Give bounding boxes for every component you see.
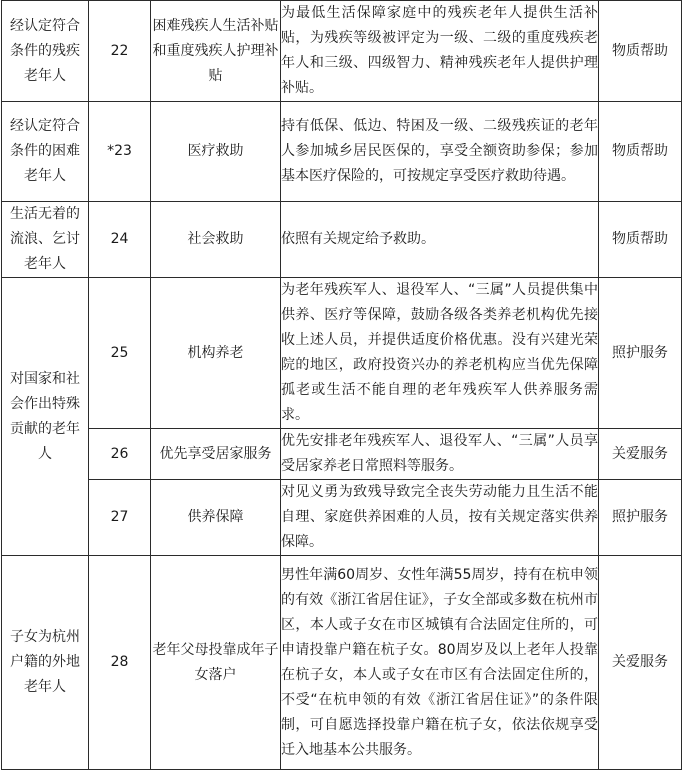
service-type: 关爱服务 [612, 445, 668, 462]
policy-table [1, 0, 682, 770]
service-type-cell [599, 480, 682, 556]
service-type-cell [599, 556, 682, 770]
service-description: 依照有关规定给予救助。 [281, 202, 599, 278]
target-group-cell [2, 556, 89, 770]
item-number: 22 [89, 1, 151, 102]
table-row [2, 1, 682, 102]
service-type: 物质帮助 [612, 143, 668, 159]
service-type-cell [599, 278, 682, 429]
service-item: 困难残疾人生活补贴和重度残疾人护理补贴 [151, 1, 281, 102]
item-number: 26 [89, 429, 151, 480]
table-row [2, 202, 682, 278]
service-type-cell [599, 202, 682, 278]
service-type: 物质帮助 [612, 231, 668, 247]
service-description: 为最低生活保障家庭中的残疾老年人提供生活补贴，为残疾等级被评定为一级、二级的重度残疾老年人和三级、四级智力、精神残疾老年人提供护理补贴。 [281, 1, 599, 102]
service-item: 优先享受居家服务 [151, 429, 281, 480]
target-group: 生活无着的流浪、乞讨老年人 [10, 206, 80, 272]
item-number: 25 [89, 278, 151, 429]
item-number: 24 [89, 202, 151, 278]
table-row [2, 278, 682, 429]
service-description: 为老年残疾军人、退役军人、“三属”人员提供集中供养、医疗等保障，鼓励各级各类养老机构优先接收上述人员，并提供适度价格优惠。没有兴建光荣院的地区，政府投资兴办的养老机构应当优先保障孤老或生活不能自理的老年残疾军人供养服务需求。 [281, 278, 599, 429]
item-number: 28 [89, 556, 151, 770]
item-number: 27 [89, 480, 151, 556]
service-item: 机构养老 [151, 278, 281, 429]
target-group: 对国家和社会作出特殊贡献的老年人 [10, 370, 80, 462]
service-description: 优先安排老年残疾军人、退役军人、“三属”人员享受居家养老日常照料等服务。 [281, 429, 599, 480]
target-group: 经认定符合条件的困难老年人 [10, 118, 80, 184]
service-item: 老年父母投靠成年子女落户 [151, 556, 281, 770]
service-type-cell [599, 102, 682, 202]
service-type: 物质帮助 [612, 42, 668, 59]
service-item: 医疗救助 [151, 102, 281, 202]
service-item: 供养保障 [151, 480, 281, 556]
service-description: 对见义勇为致残导致完全丧失劳动能力且生活不能自理、家庭供养困难的人员，按有关规定落实供养保障。 [281, 480, 599, 556]
target-group-cell [2, 278, 89, 556]
service-type: 照护服务 [612, 509, 668, 525]
service-item: 社会救助 [151, 202, 281, 278]
target-group-cell [2, 1, 89, 102]
table-row [2, 102, 682, 202]
table-row [2, 429, 682, 480]
service-type-cell [599, 1, 682, 102]
table-row [2, 480, 682, 556]
table-row [2, 556, 682, 770]
service-description: 男性年满60周岁、女性年满55周岁，持有在杭申领的有效《浙江省居住证》，子女全部或多数在杭州市区，本人或子女在市区城镇有合法固定住所的，可申请投靠户籍在杭子女。80周岁及以上老年人投靠在杭子女，本人或子女在市区有合法固定住所的，不受“在杭申领的有效《浙江省居住证》”的条件限制，可自愿选择投靠户籍在杭子女，依法依规享受迁入地基本公共服务。 [281, 556, 599, 770]
item-number: *23 [89, 102, 151, 202]
service-type-cell [599, 429, 682, 480]
service-type: 照护服务 [612, 344, 668, 361]
target-group: 经认定符合条件的残疾老年人 [10, 17, 80, 84]
target-group: 子女为杭州户籍的外地老年人 [10, 629, 80, 695]
target-group-cell [2, 202, 89, 278]
target-group-cell [2, 102, 89, 202]
service-description: 持有低保、低边、特困及一级、二级残疾证的老年人参加城乡居民医保的，享受全额资助参保；参加基本医疗保险的，可按规定享受医疗救助待遇。 [281, 102, 599, 202]
service-type: 关爱服务 [612, 654, 668, 670]
